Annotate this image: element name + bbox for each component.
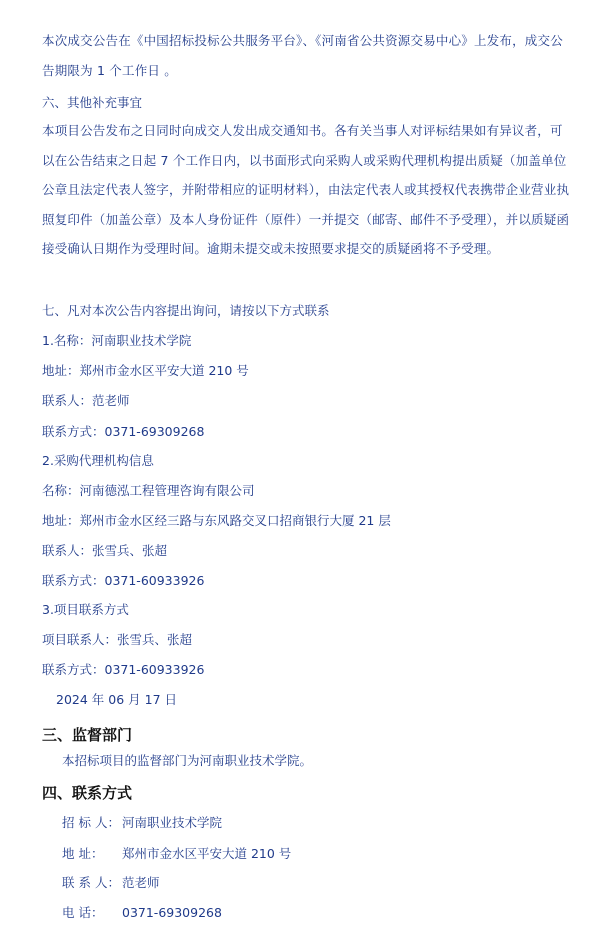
announcement-text: 本次成交公告在《中国招标投标公共服务平台》、《河南省公共资源交易中心》上发布，成交公告期限为 1 个工作日 。 (42, 33, 563, 78)
contact-row-address (62, 844, 291, 862)
contact-row-person (62, 873, 160, 891)
item-3-heading: 3.项目联系方式 (42, 602, 129, 617)
section-7-heading: 七、凡对本次公告内容提出询问，请按以下方式联系 (42, 303, 330, 318)
announcement-date: 2024 年 06 月 17 日 (56, 692, 177, 707)
section-6-heading: 六、其他补充事宜 (42, 95, 143, 110)
contact-row-bidder (62, 813, 222, 831)
contact-label: 联 系 人： (62, 875, 120, 890)
contact-label: 招 标 人： (62, 815, 120, 830)
contact-value: 范老师 (122, 875, 160, 890)
item-1-phone: 联系方式：0371-69309268 (42, 424, 205, 439)
item-1-heading: 1.名称：河南职业技术学院 (42, 333, 192, 348)
item-2-name: 名称：河南德泓工程管理咨询有限公司 (42, 483, 255, 498)
contact-label: 电 话： (62, 905, 104, 920)
supervision-text: 本招标项目的监督部门为河南职业技术学院。 (62, 753, 313, 768)
contact-value: 0371-69309268 (122, 905, 222, 920)
section-6-text: 本项目公告发布之日同时向成交人发出成交通知书。各有关当事人对评标结果如有异议者，可以在公告结束之日起 7 个工作日内，以书面形式向采购人或采购代理机构提出质疑（加盖单位公章且法定代表人签字，并附带相应的证明材料），由法定代表人或其授权代表携带企业营业执照复印件（加盖公章）及本人身份证件（原件）一并提交（邮寄、邮件不予受理），并以质疑函接受确认日期作为受理时间。逾期未提交或未按照要求提交的质疑函将不予受理。 (42, 123, 570, 256)
item-1-address: 地址：郑州市金水区平安大道 210 号 (42, 363, 249, 378)
contact-value: 郑州市金水区平安大道 210 号 (122, 846, 292, 861)
contact-label: 地 址： (62, 846, 104, 861)
contact-heading: 四、联系方式 (42, 784, 133, 802)
item-2-phone: 联系方式：0371-60933926 (42, 573, 205, 588)
supervision-heading: 三、监督部门 (42, 726, 133, 744)
item-1-contact: 联系人：范老师 (42, 393, 130, 408)
item-2-heading: 2.采购代理机构信息 (42, 453, 154, 468)
item-3-contact: 项目联系人：张雪兵、张超 (42, 632, 193, 647)
item-2-address: 地址：郑州市金水区经三路与东风路交叉口招商银行大厦 21 层 (42, 513, 391, 528)
contact-row-phone (62, 903, 222, 921)
item-3-phone: 联系方式：0371-60933926 (42, 662, 205, 677)
item-2-contact: 联系人：张雪兵、张超 (42, 543, 168, 558)
contact-value: 河南职业技术学院 (122, 815, 223, 830)
